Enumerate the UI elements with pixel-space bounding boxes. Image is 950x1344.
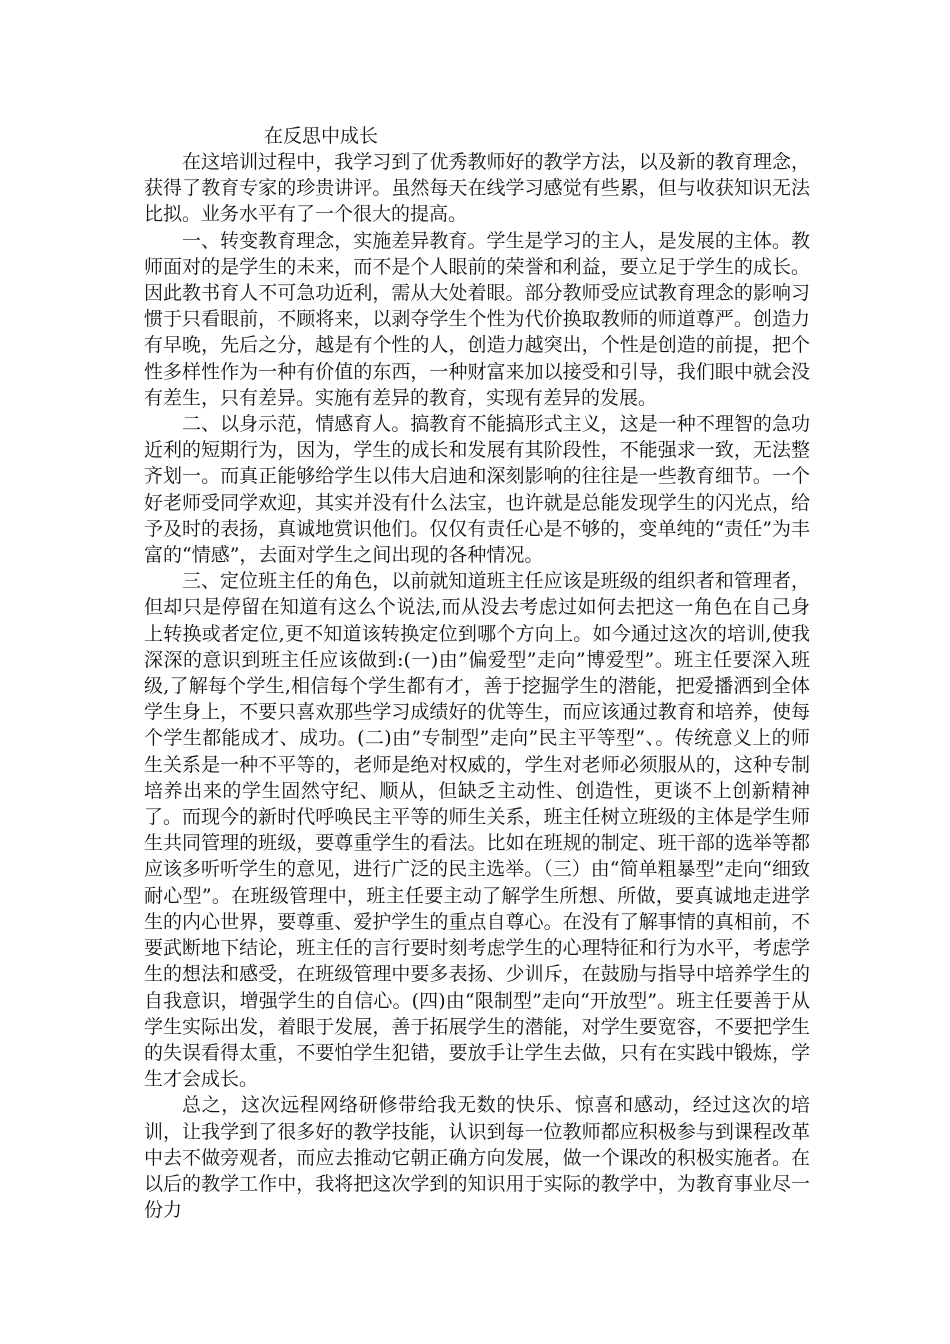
paragraph-section-1: 一、转变教育理念，实施差异教育。学生是学习的主人，是发展的主体。教师面对的是学生的未来，而不是个人眼前的荣誉和利益，要立足于学生的成长。因此教书育人不可急功近利，需从大处着眼。部分教师受应试教育理念的影响习惯于只看眼前，不顾将来，以剥夺学生个性为代价换取教师的师道尊严。创造力有早晚，先后之分，越是有个性的人，创造力越突出，个性是创造的前提，把个性多样性作为一种有价值的东西，一种财富来加以接受和引导，我们眼中就会没有差生，只有差异。实施有差异的教育，实现有差异的发展。: [144, 229, 810, 409]
document-title: 在反思中成长: [264, 125, 379, 147]
document-page: [144, 123, 810, 1223]
paragraph-section-3: 三、定位班主任的角色，以前就知道班主任应该是班级的组织者和管理者，但却只是停留在知道有这么个说法,而从没去考虑过如何去把这一角色在自己身上转换或者定位,更不知道该转换定位到哪个方向上。如今通过这次的培训,使我深深的意识到班主任应该做到:(一)由”偏爱型”走向”博爱型”。班主任要深入班级,了解每个学生,相信每个学生都有才，善于挖掘学生的潜能，把爱播洒到全体学生身上，不要只喜欢那些学习成绩好的优等生，而应该通过教育和培养，使每个学生都能成才、成功。(二)由”专制型”走向”民主平等型”、。传统意义上的师生关系是一种不平等的，老师是绝对权威的，学生对老师必须服从的，这种专制培养出来的学生固然守纪、顺从，但缺乏主动性、创造性，更谈不上创新精神了。而现今的新时代呼唤民主平等的师生关系，班主任树立班级的主体是学生师生共同管理的班级，要尊重学生的看法。比如在班规的制定、班干部的选举等都应该多听听学生的意见，进行广泛的民主选举。（三）由“简单粗暴型”走向“细致耐心型”。在班级管理中，班主任要主动了解学生所想、所做，要真诚地走进学生的内心世界，要尊重、爱护学生的重点自尊心。在没有了解事情的真相前，不要武断地下结论，班主任的言行要时刻考虑学生的心理特征和行为水平，考虑学生的想法和感受，在班级管理中要多表扬、少训斥，在鼓励与指导中培养学生的自我意识，增强学生的自信心。(四)由“限制型”走向“开放型”。班主任要善于从学生实际出发，着眼于发展，善于拓展学生的潜能，对学生要宽容，不要把学生的失误看得太重，不要怕学生犯错，要放手让学生去做，只有在实践中锻炼，学生才会成长。: [144, 570, 810, 1091]
paragraph-conclusion: 总之，这次远程网络研修带给我无数的快乐、惊喜和感动，经过这次的培训，让我学到了很多好的教学技能，认识到每一位教师都应积极参与到课程改革中去不做旁观者，而应去推动它朝正确方向发展，做一个课改的积极实施者。在以后的教学工作中，我将把这次学到的知识用于实际的教学中，为教育事业尽一份力: [144, 1094, 810, 1222]
paragraph-intro: 在这培训过程中，我学习到了优秀教师好的教学方法，以及新的教育理念，获得了教育专家的珍贵讲评。虽然每天在线学习感觉有些累，但与收获知识无法比拟。业务水平有了一个很大的提高。: [144, 151, 810, 226]
paragraph-section-2: 二、以身示范，情感育人。搞教育不能搞形式主义，这是一种不理智的急功近利的短期行为，因为，学生的成长和发展有其阶段性，不能强求一致，无法整齐划一。而真正能够给学生以伟大启迪和深刻影响的往往是一些教育细节。一个好老师受同学欢迎，其实并没有什么法宝，也许就是总能发现学生的闪光点，给予及时的表扬，真诚地赏识他们。仅仅有责任心是不够的，变单纯的“责任”为丰富的“情感”，去面对学生之间出现的各种情况。: [144, 413, 810, 567]
